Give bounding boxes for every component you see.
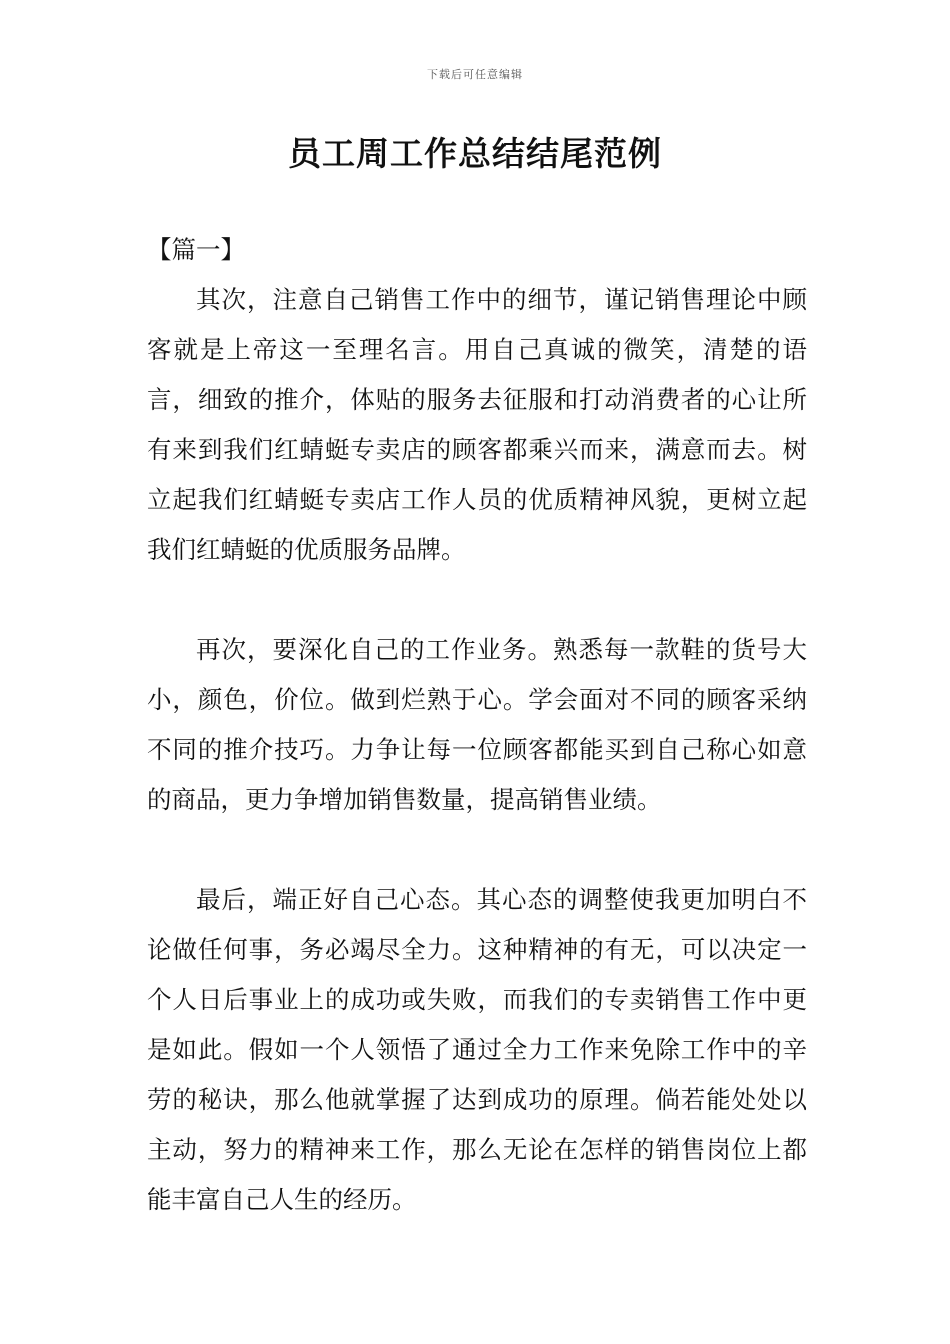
section-label: 【篇一】 [147, 235, 245, 264]
header-note: 下载后可任意编辑 [427, 68, 523, 81]
document-title: 员工周工作总结结尾范例 [288, 134, 662, 173]
paragraph-2: 再次，要深化自己的工作业务。熟悉每一款鞋的货号大小，颜色，价位。做到烂熟于心。学会面对不同的顾客采纳不同的推介技巧。力争让每一位顾客都能买到自己称心如意的商品，更力争增加销售数量，提高销售业绩。 [147, 635, 807, 814]
document-body [147, 225, 807, 1225]
paragraph-1: 其次，注意自己销售工作中的细节，谨记销售理论中顾客就是上帝这一至理名言。用自己真诚的微笑，清楚的语言，细致的推介，体贴的服务去征服和打动消费者的心让所有来到我们红蜻蜓专卖店的顾客都乘兴而来，满意而去。树立起我们红蜻蜓专卖店工作人员的优质精神风貌，更树立起我们红蜻蜓的优质服务品牌。 [147, 285, 807, 564]
paragraph-3: 最后，端正好自己心态。其心态的调整使我更加明白不论做任何事，务必竭尽全力。这种精神的有无，可以决定一个人日后事业上的成功或失败，而我们的专卖销售工作中更是如此。假如一个人领悟了通过全力工作来免除工作中的辛劳的秘诀，那么他就掌握了达到成功的原理。倘若能处处以主动，努力的精神来工作，那么无论在怎样的销售岗位上都能丰富自己人生的经历。 [147, 885, 807, 1214]
